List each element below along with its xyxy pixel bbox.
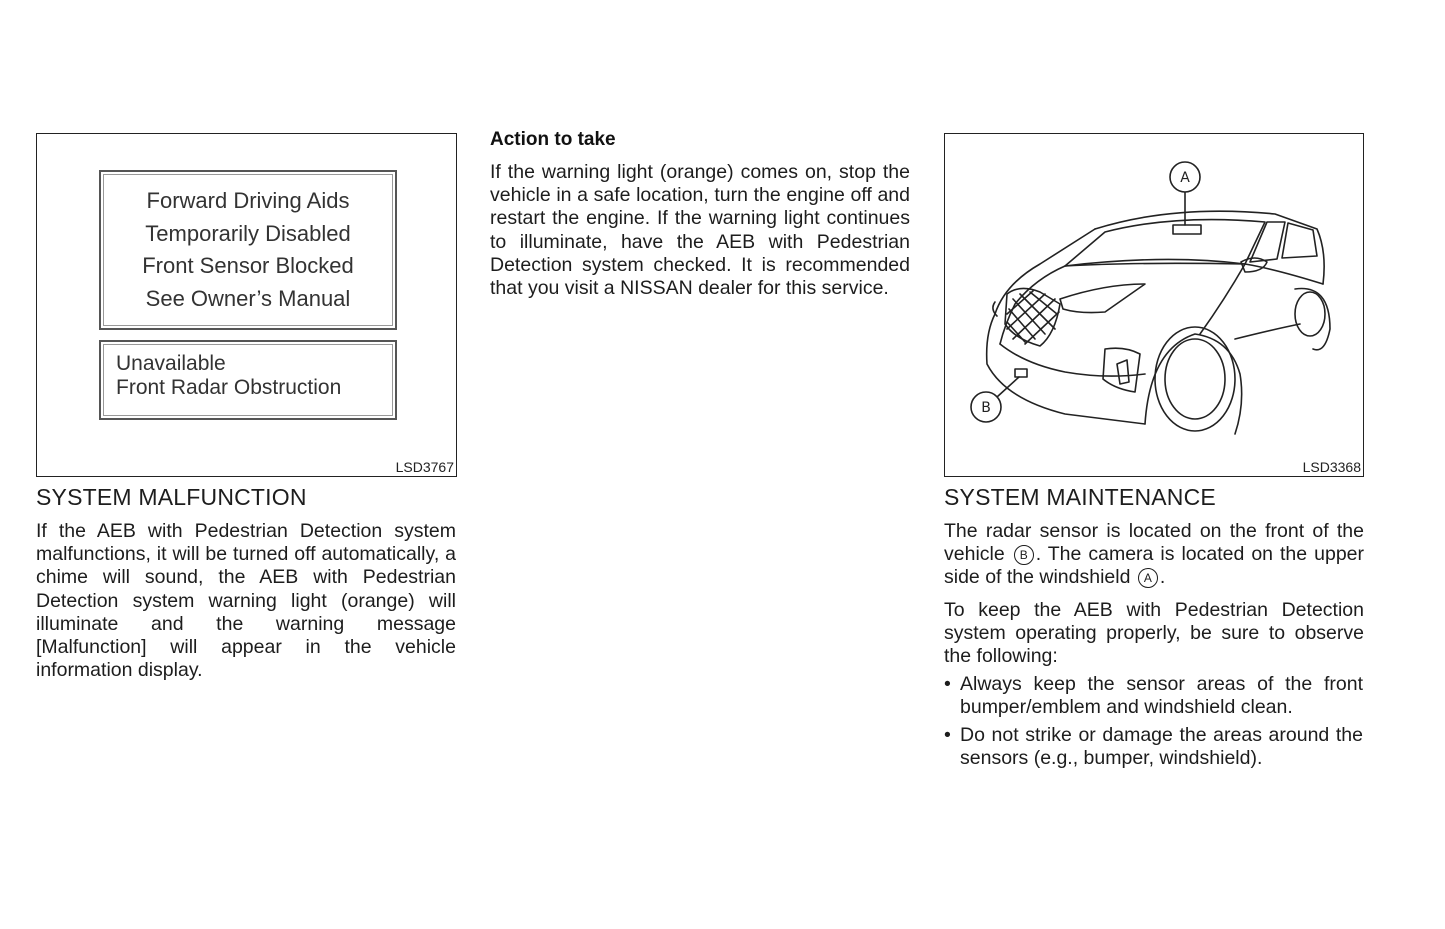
maintenance-text-1: The radar sensor is located on the front of the vehicle <box>944 520 1364 566</box>
maintenance-text-2: . The camera is located on the upper side of the windshield <box>944 543 1364 589</box>
action-to-take-heading: Action to take <box>490 129 616 150</box>
bullet-symbol: • <box>944 673 951 695</box>
unavailable-message-box <box>99 340 397 420</box>
malfunction-figure <box>36 133 457 477</box>
system-malfunction-paragraph: If the AEB with Pedestrian Detection system malfunctions, it will be turned off automatically, a chime will sound, the AEB with Pedestrian Detection system warning light (orange) will illuminate and the warning message [Malfunction] will appear in the vehicle information display. <box>36 520 456 682</box>
figure-code: LSD3767 <box>395 459 454 475</box>
unavailable-line-1: Unavailable <box>116 352 226 375</box>
warning-line-1: Forward Driving Aids <box>146 188 350 213</box>
action-to-take-paragraph: If the warning light (orange) comes on, stop the vehicle in a safe location, turn the engine off and restart the engine. If the warning light continues to illuminate, have the AEB with Pedestrian Detection system checked. It is recommended that you visit a NISSAN dealer for this service. <box>490 161 910 300</box>
maintenance-paragraph-2: To keep the AEB with Pedestrian Detection system operating properly, be sure to observe the following: <box>944 599 1364 668</box>
bullet-text: Always keep the sensor areas of the front bumper/emblem and windshield clean. <box>960 673 1363 719</box>
car-illustration <box>945 134 1362 475</box>
marker-b: B <box>1014 545 1034 565</box>
unavailable-line-2: Front Radar Obstruction <box>116 376 342 399</box>
figure-code: LSD3368 <box>1302 459 1361 475</box>
bullet-symbol: • <box>944 724 951 746</box>
system-maintenance-heading: SYSTEM MAINTENANCE <box>944 484 1216 510</box>
warning-message-box <box>99 170 397 330</box>
marker-a: A <box>1138 568 1158 588</box>
maintenance-text-3: . <box>1159 566 1166 589</box>
list-item <box>944 673 1364 721</box>
bullet-text: Do not strike or damage the areas around the sensors (e.g., bumper, windshield). <box>960 724 1363 770</box>
car-sensor-figure <box>944 133 1364 477</box>
warning-line-3: Front Sensor Blocked <box>142 253 354 278</box>
label-a: A <box>1180 170 1190 186</box>
list-item <box>944 724 1364 796</box>
warning-line-4: See Owner’s Manual <box>145 285 351 311</box>
label-b: B <box>981 400 991 416</box>
warning-line-2: Temporarily Disabled <box>145 220 351 246</box>
system-malfunction-heading: SYSTEM MALFUNCTION <box>36 484 307 510</box>
maintenance-paragraph-1 <box>944 520 1364 590</box>
